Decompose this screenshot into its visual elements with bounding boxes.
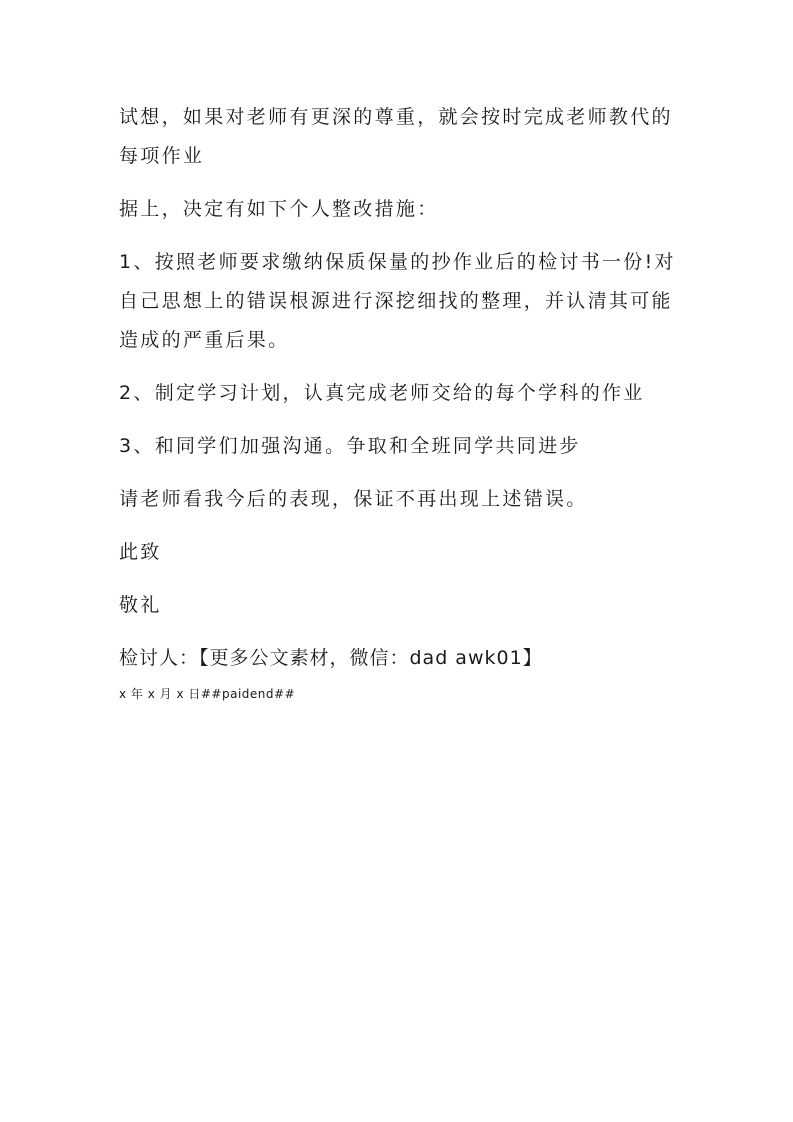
document-body bbox=[119, 98, 679, 704]
paragraph-measure-1: 1、按照老师要求缴纳保质保量的抄作业后的检讨书一份!对自己思想上的错误根源进行深挖细找的整理，并认清其可能造成的严重后果。 bbox=[119, 251, 676, 351]
date-line: x 年 x 月 x 日##paidend## bbox=[119, 687, 296, 701]
paragraph-measure-2: 2、制定学习计划，认真完成老师交给的每个学科的作业 bbox=[119, 382, 645, 404]
paragraph-measures-intro: 据上，决定有如下个人整改措施： bbox=[119, 198, 439, 220]
signature-line: 检讨人：【更多公文素材，微信：dad awk01】 bbox=[119, 647, 543, 669]
paragraph-promise: 请老师看我今后的表现，保证不再出现上述错误。 bbox=[119, 488, 588, 510]
paragraph-reflection: 试想，如果对老师有更深的尊重，就会按时完成老师教代的每项作业 bbox=[119, 106, 673, 167]
paragraph-measure-3: 3、和同学们加强沟通。争取和全班同学共同进步 bbox=[119, 435, 581, 457]
paragraph-regards: 敬礼 bbox=[119, 594, 162, 616]
paragraph-salutation: 此致 bbox=[119, 541, 162, 563]
